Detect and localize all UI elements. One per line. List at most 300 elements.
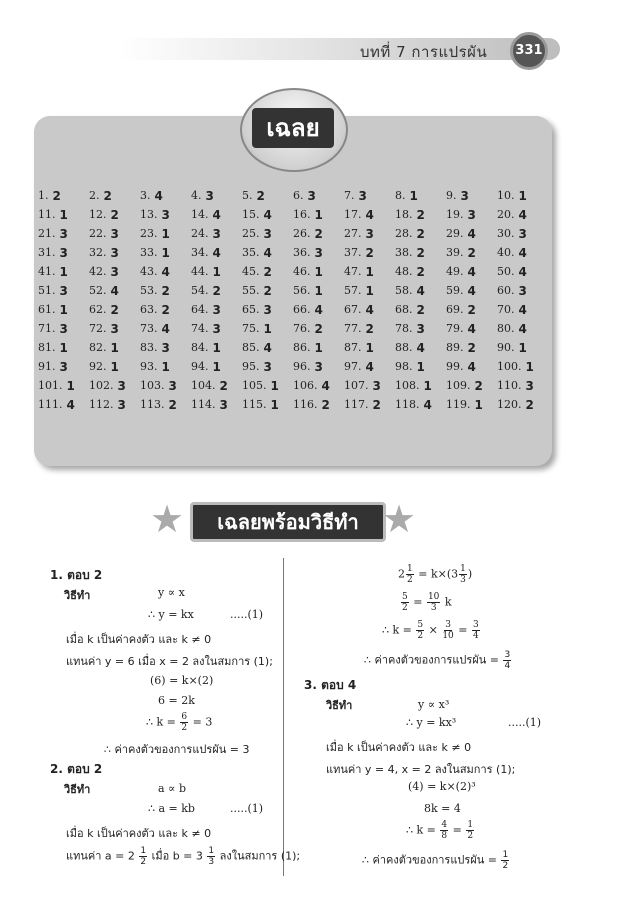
answer-choice: 1 (59, 264, 68, 279)
answer-cell (497, 338, 548, 357)
question-number: 90. (497, 341, 515, 354)
star-icon: ★ (150, 497, 185, 541)
answer-cell (191, 243, 242, 262)
answer-choice: 3 (110, 321, 119, 336)
answer-choice: 3 (212, 302, 221, 317)
page-number: 331 (510, 32, 548, 70)
question-number: 86. (293, 341, 311, 354)
question-number: 115. (242, 398, 267, 411)
solution-1-result: ∴ ค่าคงตัวของการแปรผัน = 3 (104, 743, 250, 756)
answer-cell (497, 357, 548, 376)
answer-choice: 4 (212, 245, 221, 260)
answer-choice: 2 (467, 245, 476, 260)
question-number: 105. (242, 379, 267, 392)
answer-choice: 1 (416, 359, 425, 374)
answer-cell (242, 300, 293, 319)
answer-cell (497, 395, 548, 414)
question-number: 120. (497, 398, 522, 411)
answer-choice: 2 (467, 340, 476, 355)
answer-choice: 1 (409, 188, 418, 203)
solutions-banner (150, 496, 420, 542)
question-number: 2. (89, 189, 100, 202)
answer-cell (293, 224, 344, 243)
question-number: 39. (446, 246, 464, 259)
question-number: 65. (242, 303, 260, 316)
answer-cell (89, 243, 140, 262)
answer-choice: 1 (474, 397, 483, 412)
answer-choice: 4 (263, 207, 272, 222)
answer-choice: 1 (270, 378, 279, 393)
question-number: 15. (242, 208, 260, 221)
answer-cell (89, 357, 140, 376)
answer-cell (497, 243, 548, 262)
question-number: 27. (344, 227, 362, 240)
answer-choice: 3 (358, 188, 367, 203)
answer-cell (497, 319, 548, 338)
solution-1-line: ∴ k = $\frac{6}{2}$ = 3 (146, 712, 213, 733)
answer-cell (293, 300, 344, 319)
question-number: 25. (242, 227, 260, 240)
answer-choice: 1 (66, 378, 75, 393)
question-number: 112. (89, 398, 114, 411)
question-number: 70. (497, 303, 515, 316)
answer-choice: 1 (518, 188, 527, 203)
answer-choice: 4 (416, 340, 425, 355)
solution-1-heading: 1. ตอบ 2 (50, 568, 103, 582)
question-number: 5. (242, 189, 253, 202)
answer-cell (140, 243, 191, 262)
answer-cell (140, 338, 191, 357)
answer-choice: 1 (314, 207, 323, 222)
question-number: 113. (140, 398, 165, 411)
question-number: 96. (293, 360, 311, 373)
fraction: $\frac{10}{3}$ (427, 592, 440, 613)
answer-cell (191, 319, 242, 338)
answer-choice: 1 (314, 340, 323, 355)
answer-cell (446, 300, 497, 319)
answer-cell (38, 395, 89, 414)
answer-choice: 2 (416, 245, 425, 260)
answer-cell (293, 205, 344, 224)
question-number: 64. (191, 303, 209, 316)
question-number: 108. (395, 379, 420, 392)
answer-cell (497, 186, 548, 205)
answer-cell (395, 376, 446, 395)
answer-choice: 4 (518, 321, 527, 336)
question-number: 117. (344, 398, 369, 411)
solution-3-line: เมื่อ k เป็นค่าคงตัว และ k ≠ 0 (326, 741, 472, 754)
answer-choice: 2 (467, 302, 476, 317)
answer-cell (38, 186, 89, 205)
answer-cell (293, 281, 344, 300)
answer-choice: 3 (263, 226, 272, 241)
answer-choice: 3 (117, 378, 126, 393)
question-number: 118. (395, 398, 420, 411)
question-number: 45. (242, 265, 260, 278)
answer-choice: 1 (423, 378, 432, 393)
question-number: 35. (242, 246, 260, 259)
answer-choice: 3 (212, 321, 221, 336)
question-number: 18. (395, 208, 413, 221)
answer-choice: 3 (525, 378, 534, 393)
question-number: 111. (38, 398, 63, 411)
question-number: 61. (38, 303, 56, 316)
question-number: 40. (497, 246, 515, 259)
answer-choice: 4 (518, 207, 527, 222)
question-number: 47. (344, 265, 362, 278)
solution-3-line: แทนค่า y = 4, x = 2 ลงในสมการ (1); (326, 763, 516, 776)
answer-cell (89, 186, 140, 205)
answer-choice: 3 (263, 359, 272, 374)
question-number: 41. (38, 265, 56, 278)
answer-cell (446, 243, 497, 262)
answer-cell (140, 262, 191, 281)
question-number: 74. (191, 322, 209, 335)
question-number: 62. (89, 303, 107, 316)
question-number: 29. (446, 227, 464, 240)
question-number: 81. (38, 341, 56, 354)
question-number: 12. (89, 208, 107, 221)
answer-choice: 2 (416, 226, 425, 241)
question-number: 88. (395, 341, 413, 354)
answer-cell (344, 395, 395, 414)
question-number: 89. (446, 341, 464, 354)
answer-choice: 2 (416, 264, 425, 279)
answer-cell (38, 224, 89, 243)
fraction: $\frac{5}{2}$ (402, 592, 408, 613)
question-number: 100. (497, 360, 522, 373)
question-number: 104. (191, 379, 216, 392)
answer-cell (191, 186, 242, 205)
answer-cell (446, 376, 497, 395)
answer-cell (38, 300, 89, 319)
answer-cell (242, 281, 293, 300)
answer-choice: 2 (416, 302, 425, 317)
answer-choice: 4 (518, 264, 527, 279)
question-number: 3. (140, 189, 151, 202)
answer-choice: 3 (467, 207, 476, 222)
question-number: 107. (344, 379, 369, 392)
answer-cell (89, 224, 140, 243)
question-number: 23. (140, 227, 158, 240)
solution-3-line: (4) = k×(2)³ (408, 780, 476, 793)
question-number: 52. (89, 284, 107, 297)
answer-cell (140, 224, 191, 243)
question-number: 36. (293, 246, 311, 259)
question-number: 78. (395, 322, 413, 335)
question-number: 97. (344, 360, 362, 373)
answer-choice: 2 (525, 397, 534, 412)
answer-cell (38, 262, 89, 281)
answer-choice: 4 (518, 245, 527, 260)
answer-choice: 1 (314, 264, 323, 279)
answer-cell (344, 243, 395, 262)
question-number: 34. (191, 246, 209, 259)
answer-choice: 3 (314, 245, 323, 260)
answer-choice: 3 (219, 397, 228, 412)
answer-cell (446, 224, 497, 243)
answer-choice: 3 (117, 397, 126, 412)
answer-choice: 2 (474, 378, 483, 393)
question-number: 50. (497, 265, 515, 278)
question-number: 7. (344, 189, 355, 202)
header-bar (120, 38, 560, 60)
answer-choice: 1 (212, 340, 221, 355)
answer-cell (497, 376, 548, 395)
equation-number: .....(1) (230, 802, 264, 815)
answer-choice: 1 (161, 226, 170, 241)
answer-choice: 3 (314, 359, 323, 374)
answer-choice: 4 (467, 264, 476, 279)
answer-cell (191, 262, 242, 281)
answer-choice: 4 (263, 245, 272, 260)
answer-choice: 4 (518, 302, 527, 317)
fraction: $\frac{3}{4}$ (504, 650, 511, 671)
answer-choice: 2 (365, 245, 374, 260)
answer-choice: 1 (110, 340, 119, 355)
solution-3-line: ∴ y = kx³ (406, 716, 457, 729)
answer-choice: 2 (416, 207, 425, 222)
fraction: $\frac{1}{2}$ (140, 846, 147, 867)
answer-cell (89, 376, 140, 395)
question-number: 99. (446, 360, 464, 373)
answer-choice: 4 (263, 340, 272, 355)
fraction: $\frac{1}{2}$ (467, 820, 474, 841)
answer-choice: 4 (321, 378, 330, 393)
answer-choice: 4 (416, 283, 425, 298)
answer-choice: 4 (365, 207, 374, 222)
answer-choice: 4 (66, 397, 75, 412)
answer-choice: 2 (256, 188, 265, 203)
question-number: 55. (242, 284, 260, 297)
answer-choice: 2 (212, 283, 221, 298)
answer-choice: 2 (263, 264, 272, 279)
answer-cell (344, 357, 395, 376)
answer-cell (497, 300, 548, 319)
question-number: 42. (89, 265, 107, 278)
answer-cell (140, 300, 191, 319)
question-number: 102. (89, 379, 114, 392)
answer-cell (395, 338, 446, 357)
question-number: 51. (38, 284, 56, 297)
question-number: 119. (446, 398, 471, 411)
answer-choice: 2 (161, 283, 170, 298)
solution-2-heading: 2. ตอบ 2 (50, 762, 103, 776)
question-number: 31. (38, 246, 56, 259)
answer-cell (242, 395, 293, 414)
answer-cell (191, 224, 242, 243)
answer-choice: 3 (518, 283, 527, 298)
question-number: 109. (446, 379, 471, 392)
solution-2-method: วิธีทำ (64, 783, 91, 796)
answer-choice: 4 (467, 359, 476, 374)
question-number: 82. (89, 341, 107, 354)
fraction: $\frac{6}{2}$ (181, 712, 188, 733)
question-number: 30. (497, 227, 515, 240)
solution-1-line: แทนค่า y = 6 เมื่อ x = 2 ลงในสมการ (1); (66, 655, 273, 668)
fraction: $\frac{1}{3}$ (460, 564, 466, 585)
answer-choice: 3 (59, 359, 68, 374)
question-number: 9. (446, 189, 457, 202)
answer-cell (344, 281, 395, 300)
question-number: 48. (395, 265, 413, 278)
answer-cell (497, 205, 548, 224)
fraction: $\frac{3}{10}$ (442, 620, 454, 641)
question-number: 93. (140, 360, 158, 373)
answer-choice: 4 (161, 321, 170, 336)
question-number: 8. (395, 189, 406, 202)
question-number: 95. (242, 360, 260, 373)
answer-choice: 4 (467, 226, 476, 241)
solution-3-method: วิธีทำ (326, 699, 353, 712)
answer-choice: 3 (110, 264, 119, 279)
solution-2-result: ∴ ค่าคงตัวของการแปรผัน = $\frac{3}{4}$ (364, 650, 511, 671)
answer-cell (38, 243, 89, 262)
question-number: 60. (497, 284, 515, 297)
answer-cell (242, 224, 293, 243)
answer-choice: 1 (212, 264, 221, 279)
answer-choice: 3 (161, 207, 170, 222)
answer-cell (344, 338, 395, 357)
answer-choice: 3 (110, 245, 119, 260)
question-number: 4. (191, 189, 202, 202)
answer-cell (242, 205, 293, 224)
answer-cell (293, 395, 344, 414)
answer-choice: 4 (467, 283, 476, 298)
answer-choice: 4 (423, 397, 432, 412)
answer-choice: 4 (365, 302, 374, 317)
question-number: 24. (191, 227, 209, 240)
answer-choice: 1 (365, 283, 374, 298)
answer-choice: 2 (52, 188, 61, 203)
question-number: 6. (293, 189, 304, 202)
answer-cell (191, 300, 242, 319)
answer-choice: 2 (365, 321, 374, 336)
answer-cell (89, 319, 140, 338)
question-number: 53. (140, 284, 158, 297)
question-number: 49. (446, 265, 464, 278)
answer-choice: 1 (161, 245, 170, 260)
question-number: 80. (497, 322, 515, 335)
solution-2-line: เมื่อ k เป็นค่าคงตัว และ k ≠ 0 (66, 827, 212, 840)
solution-3-result: ∴ ค่าคงตัวของการแปรผัน = $\frac{1}{2}$ (362, 850, 509, 871)
page-header (0, 28, 638, 68)
answer-cell (89, 262, 140, 281)
answer-cell (344, 262, 395, 281)
answer-cell (140, 395, 191, 414)
answer-cell (446, 205, 497, 224)
question-number: 98. (395, 360, 413, 373)
question-number: 79. (446, 322, 464, 335)
answer-cell (395, 262, 446, 281)
answer-cell (191, 205, 242, 224)
question-number: 72. (89, 322, 107, 335)
question-number: 14. (191, 208, 209, 221)
solution-3-heading: 3. ตอบ 4 (304, 678, 357, 692)
question-number: 63. (140, 303, 158, 316)
question-number: 21. (38, 227, 56, 240)
fraction: $\frac{5}{2}$ (417, 620, 424, 641)
question-number: 94. (191, 360, 209, 373)
answer-title-badge (240, 88, 348, 172)
answer-choice: 2 (168, 397, 177, 412)
answer-choice: 4 (467, 321, 476, 336)
answer-choice: 2 (161, 302, 170, 317)
answer-choice: 1 (518, 340, 527, 355)
answer-cell (293, 338, 344, 357)
answer-choice: 1 (263, 321, 272, 336)
answer-choice: 3 (307, 188, 316, 203)
question-number: 10. (497, 189, 515, 202)
answer-title: เฉลย (252, 108, 334, 148)
answer-cell (242, 243, 293, 262)
answer-cell (140, 186, 191, 205)
answer-cell (140, 357, 191, 376)
question-number: 71. (38, 322, 56, 335)
answer-cell (344, 319, 395, 338)
answer-cell (242, 357, 293, 376)
answer-choice: 1 (161, 359, 170, 374)
question-number: 26. (293, 227, 311, 240)
question-number: 13. (140, 208, 158, 221)
answer-choice: 2 (110, 207, 119, 222)
answer-choice: 1 (270, 397, 279, 412)
answer-cell (140, 319, 191, 338)
question-number: 110. (497, 379, 522, 392)
answer-cell (38, 357, 89, 376)
question-number: 19. (446, 208, 464, 221)
answer-cell (395, 186, 446, 205)
solution-1-line: เมื่อ k เป็นค่าคงตัว และ k ≠ 0 (66, 633, 212, 646)
answer-cell (38, 319, 89, 338)
question-number: 77. (344, 322, 362, 335)
answer-cell (191, 281, 242, 300)
question-number: 16. (293, 208, 311, 221)
question-number: 20. (497, 208, 515, 221)
answer-cell (446, 357, 497, 376)
question-number: 69. (446, 303, 464, 316)
question-number: 58. (395, 284, 413, 297)
answer-cell (191, 376, 242, 395)
solution-2-line: ∴ a = kb (148, 802, 195, 815)
solution-3-line: ∴ k = $\frac{4}{8}$ = $\frac{1}{2}$ (406, 820, 474, 841)
question-number: 37. (344, 246, 362, 259)
solution-3-line: 8k = 4 (424, 802, 461, 815)
column-divider (283, 558, 284, 876)
solution-1-line: ∴ y = kx (148, 608, 194, 621)
question-number: 91. (38, 360, 56, 373)
solution-2-line: a ∝ b (158, 782, 187, 795)
solution-2-line: ∴ k = $\frac{5}{2}$ × $\frac{3}{10}$ = $\frac{3}{4}$ (382, 620, 479, 641)
answer-choice: 3 (460, 188, 469, 203)
answer-cell (395, 224, 446, 243)
chapter-title: บทที่ 7 การแปรผัน (360, 43, 488, 61)
question-number: 85. (242, 341, 260, 354)
question-number: 92. (89, 360, 107, 373)
answer-cell (395, 205, 446, 224)
answer-cell (344, 224, 395, 243)
answer-choice: 2 (314, 321, 323, 336)
answer-choice: 1 (212, 359, 221, 374)
answer-choice: 3 (168, 378, 177, 393)
question-number: 33. (140, 246, 158, 259)
answer-choice: 2 (263, 283, 272, 298)
question-number: 87. (344, 341, 362, 354)
answer-cell (446, 262, 497, 281)
answer-choice: 3 (161, 340, 170, 355)
question-number: 32. (89, 246, 107, 259)
question-number: 73. (140, 322, 158, 335)
